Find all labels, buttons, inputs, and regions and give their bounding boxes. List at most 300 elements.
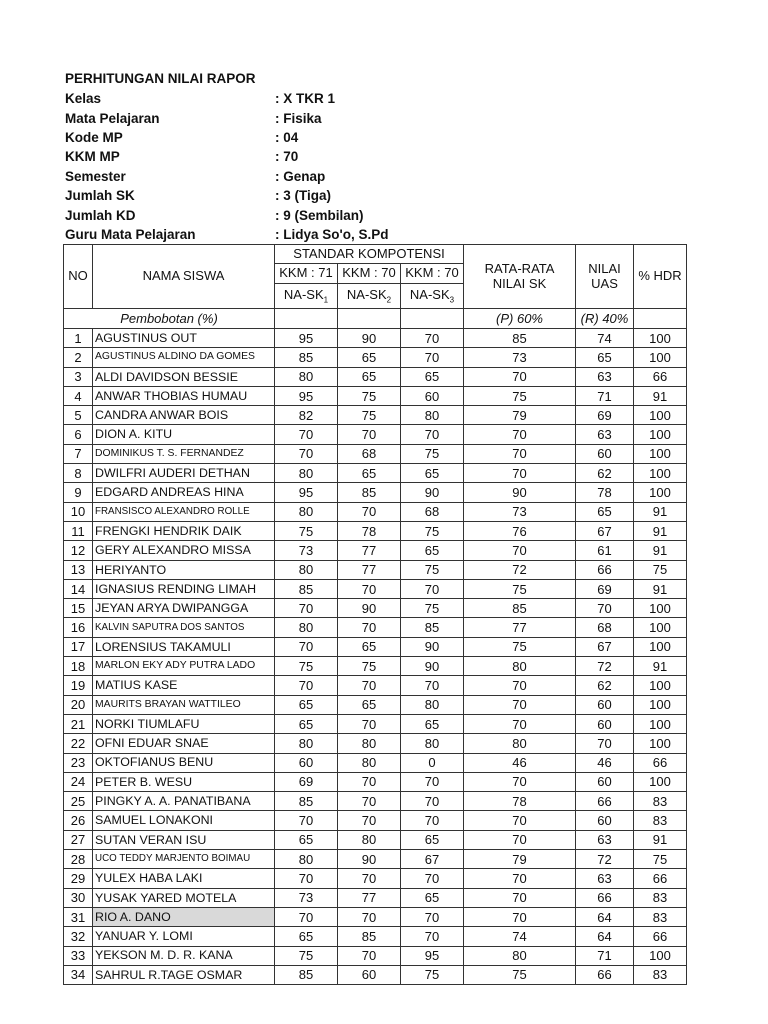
cell-na-sk1: 80 [275,502,338,521]
cell-no: 19 [64,676,93,695]
report-title: PERHITUNGAN NILAI RAPOR [65,71,256,86]
cell-rata: 46 [464,753,576,772]
cell-nama: ALDI DAVIDSON BESSIE [93,367,275,386]
table-row [64,907,687,926]
info-label: Jumlah SK [65,188,135,204]
cell-na-sk2: 65 [338,695,401,714]
info-row-kkm-mp [65,147,388,166]
cell-na-sk3: 85 [401,618,464,637]
cell-na-sk3: 75 [401,560,464,579]
cell-hdr: 100 [634,946,687,965]
cell-na-sk2: 70 [338,502,401,521]
cell-uas: 60 [576,772,634,791]
cell-na-sk1: 65 [275,695,338,714]
cell-rata: 73 [464,502,576,521]
cell-na-sk3: 67 [401,850,464,869]
cell-na-sk3: 70 [401,907,464,926]
table-row [64,772,687,791]
cell-uas: 71 [576,946,634,965]
cell-uas: 67 [576,637,634,656]
info-value: : Fisika [275,110,322,126]
cell-rata: 70 [464,772,576,791]
cell-rata: 75 [464,965,576,984]
cell-na-sk2: 80 [338,753,401,772]
cell-nama: OKTOFIANUS BENU [93,753,275,772]
table-row [64,329,687,348]
col-header-nama: NAMA SISWA [93,245,275,309]
cell-na-sk1: 70 [275,907,338,926]
col-header-standar: STANDAR KOMPOTENSI [275,245,464,264]
cell-na-sk2: 77 [338,560,401,579]
cell-na-sk1: 70 [275,425,338,444]
table-row [64,927,687,946]
cell-na-sk3: 60 [401,386,464,405]
cell-nama: DWILFRI AUDERI DETHAN [93,464,275,483]
cell-uas: 64 [576,907,634,926]
table-row [64,734,687,753]
cell-na-sk2: 85 [338,927,401,946]
cell-na-sk1: 65 [275,830,338,849]
cell-nama: UCO TEDDY MARJENTO BOIMAU [93,850,275,869]
cell-na-sk3: 65 [401,541,464,560]
cell-rata: 70 [464,714,576,733]
cell-rata: 85 [464,599,576,618]
cell-na-sk3: 65 [401,888,464,907]
table-row [64,464,687,483]
na-sk-sub: 1 [323,295,329,305]
cell-na-sk1: 85 [275,348,338,367]
cell-nama: AGUSTINUS OUT [93,329,275,348]
cell-no: 24 [64,772,93,791]
cell-na-sk2: 70 [338,946,401,965]
cell-no: 12 [64,541,93,560]
cell-na-sk1: 70 [275,444,338,463]
cell-na-sk3: 90 [401,657,464,676]
cell-nama: GERY ALEXANDRO MISSA [93,541,275,560]
cell-no: 14 [64,579,93,598]
cell-na-sk2: 90 [338,599,401,618]
cell-rata: 70 [464,676,576,695]
cell-nama: SAMUEL LONAKONI [93,811,275,830]
table-row [64,676,687,695]
cell-no: 26 [64,811,93,830]
cell-no: 21 [64,714,93,733]
cell-rata: 79 [464,406,576,425]
cell-na-sk1: 95 [275,329,338,348]
table-row [64,850,687,869]
cell-uas: 66 [576,792,634,811]
info-label: Guru Mata Pelajaran [65,226,196,242]
info-value: : Lidya So'o, S.Pd [275,226,389,242]
table-row [64,406,687,425]
cell-no: 8 [64,464,93,483]
cell-hdr: 91 [634,579,687,598]
cell-no: 18 [64,657,93,676]
cell-uas: 60 [576,444,634,463]
cell-na-sk2: 75 [338,406,401,425]
info-row-mata-pelajaran [65,108,388,127]
cell-na-sk1: 73 [275,888,338,907]
cell-na-sk3: 70 [401,772,464,791]
cell-no: 25 [64,792,93,811]
cell-hdr: 83 [634,965,687,984]
table-row [64,695,687,714]
cell-rata: 80 [464,946,576,965]
cell-na-sk1: 75 [275,946,338,965]
cell-na-sk1: 80 [275,560,338,579]
cell-rata: 70 [464,869,576,888]
na-sk-label: NA-SK [409,286,450,302]
cell-hdr: 100 [634,676,687,695]
cell-no: 23 [64,753,93,772]
col-header-no: NO [64,245,93,309]
cell-rata: 76 [464,521,576,540]
cell-na-sk1: 80 [275,464,338,483]
info-row-jumlah-sk [65,186,388,205]
info-row-kode-mp [65,128,388,147]
cell-nama: YEKSON M. D. R. KANA [93,946,275,965]
cell-uas: 63 [576,425,634,444]
cell-uas: 66 [576,965,634,984]
cell-uas: 70 [576,599,634,618]
table-row [64,618,687,637]
cell-na-sk3: 75 [401,599,464,618]
cell-na-sk3: 70 [401,792,464,811]
info-row-semester [65,167,388,186]
cell-hdr: 91 [634,521,687,540]
cell-no: 33 [64,946,93,965]
table-row [64,811,687,830]
cell-no: 34 [64,965,93,984]
cell-na-sk3: 70 [401,811,464,830]
pembobotan-empty [634,309,687,329]
cell-na-sk2: 70 [338,618,401,637]
pembobotan-p: (P) 60% [464,309,576,329]
cell-nama: SUTAN VERAN ISU [93,830,275,849]
col-header-uas [576,245,634,309]
cell-na-sk3: 70 [401,348,464,367]
cell-na-sk1: 69 [275,772,338,791]
na-sk1-header [275,284,338,309]
cell-rata: 80 [464,657,576,676]
cell-rata: 70 [464,425,576,444]
cell-no: 10 [64,502,93,521]
col-header-rata [464,245,576,309]
info-label: Kode MP [65,129,123,145]
cell-hdr: 100 [634,695,687,714]
cell-hdr: 66 [634,753,687,772]
cell-na-sk3: 80 [401,695,464,714]
cell-na-sk2: 65 [338,637,401,656]
header-row [64,245,687,264]
info-value: : 9 (Sembilan) [275,207,364,223]
table-row [64,657,687,676]
cell-na-sk2: 80 [338,830,401,849]
na-sk2-header [338,284,401,309]
cell-rata: 85 [464,329,576,348]
cell-nama: MARLON EKY ADY PUTRA LADO [93,657,275,676]
table-row [64,714,687,733]
cell-na-sk1: 80 [275,850,338,869]
cell-rata: 70 [464,444,576,463]
cell-uas: 72 [576,850,634,869]
info-row-jumlah-kd [65,205,388,224]
cell-no: 29 [64,869,93,888]
cell-uas: 78 [576,483,634,502]
cell-nama: YULEX HABA LAKI [93,869,275,888]
cell-hdr: 100 [634,444,687,463]
cell-na-sk2: 70 [338,425,401,444]
cell-uas: 60 [576,811,634,830]
cell-nama: DION A. KITU [93,425,275,444]
cell-na-sk1: 60 [275,753,338,772]
cell-na-sk2: 70 [338,869,401,888]
cell-na-sk1: 75 [275,521,338,540]
cell-hdr: 91 [634,657,687,676]
info-label: Kelas [65,91,102,107]
table-row [64,386,687,405]
cell-hdr: 91 [634,830,687,849]
cell-no: 1 [64,329,93,348]
kkm-sk3: KKM : 70 [401,264,464,284]
na-sk-label: NA-SK [346,286,387,302]
cell-hdr: 100 [634,599,687,618]
table-row [64,965,687,984]
cell-rata: 75 [464,579,576,598]
cell-uas: 60 [576,714,634,733]
cell-na-sk3: 90 [401,483,464,502]
cell-rata: 70 [464,811,576,830]
cell-na-sk3: 65 [401,464,464,483]
pembobotan-label: Pembobotan (%) [64,309,275,329]
cell-no: 15 [64,599,93,618]
na-sk-sub: 3 [449,295,455,305]
info-value: : 70 [275,149,299,165]
cell-no: 32 [64,927,93,946]
cell-na-sk3: 75 [401,965,464,984]
cell-na-sk3: 80 [401,734,464,753]
cell-na-sk1: 82 [275,406,338,425]
cell-hdr: 91 [634,541,687,560]
table-row [64,425,687,444]
cell-na-sk3: 65 [401,830,464,849]
cell-na-sk3: 65 [401,714,464,733]
table-row [64,483,687,502]
table-row [64,753,687,772]
cell-hdr: 75 [634,560,687,579]
cell-nama: MATIUS KASE [93,676,275,695]
cell-no: 3 [64,367,93,386]
cell-na-sk2: 75 [338,657,401,676]
cell-na-sk2: 77 [338,888,401,907]
rata-line-1: RATA-RATA [484,260,555,276]
cell-no: 20 [64,695,93,714]
cell-uas: 60 [576,695,634,714]
cell-rata: 79 [464,850,576,869]
cell-na-sk1: 70 [275,676,338,695]
cell-nama: SAHRUL R.TAGE OSMAR [93,965,275,984]
table-row [64,637,687,656]
cell-no: 5 [64,406,93,425]
cell-na-sk2: 75 [338,386,401,405]
table-row [64,348,687,367]
cell-nama: HERIYANTO [93,560,275,579]
cell-uas: 64 [576,927,634,946]
cell-na-sk3: 0 [401,753,464,772]
cell-na-sk1: 95 [275,386,338,405]
cell-hdr: 100 [634,464,687,483]
cell-uas: 61 [576,541,634,560]
cell-nama: FRENGKI HENDRIK DAIK [93,521,275,540]
table-row [64,869,687,888]
info-value: : 3 (Tiga) [275,188,332,204]
cell-rata: 73 [464,348,576,367]
table-row [64,599,687,618]
cell-na-sk3: 70 [401,927,464,946]
cell-no: 6 [64,425,93,444]
cell-na-sk2: 90 [338,850,401,869]
cell-uas: 69 [576,579,634,598]
grades-table [63,244,687,985]
info-value: : 04 [275,129,299,145]
cell-nama: CANDRA ANWAR BOIS [93,406,275,425]
cell-no: 22 [64,734,93,753]
cell-na-sk1: 70 [275,599,338,618]
cell-hdr: 83 [634,907,687,926]
cell-uas: 71 [576,386,634,405]
info-row-guru [65,225,388,244]
table-row [64,367,687,386]
cell-uas: 65 [576,502,634,521]
cell-rata: 70 [464,367,576,386]
cell-nama: YUSAK YARED MOTELA [93,888,275,907]
table-row [64,888,687,907]
cell-rata: 70 [464,541,576,560]
cell-uas: 67 [576,521,634,540]
cell-no: 27 [64,830,93,849]
cell-hdr: 83 [634,811,687,830]
cell-na-sk3: 90 [401,637,464,656]
cell-hdr: 66 [634,869,687,888]
cell-na-sk3: 65 [401,367,464,386]
cell-na-sk3: 68 [401,502,464,521]
cell-rata: 75 [464,637,576,656]
cell-rata: 70 [464,464,576,483]
cell-nama: PETER B. WESU [93,772,275,791]
pembobotan-r: (R) 40% [576,309,634,329]
cell-nama: JEYAN ARYA DWIPANGGA [93,599,275,618]
cell-no: 13 [64,560,93,579]
cell-uas: 65 [576,348,634,367]
cell-no: 28 [64,850,93,869]
cell-hdr: 100 [634,734,687,753]
cell-na-sk3: 70 [401,329,464,348]
cell-rata: 78 [464,792,576,811]
cell-na-sk1: 80 [275,618,338,637]
cell-no: 16 [64,618,93,637]
cell-uas: 74 [576,329,634,348]
cell-hdr: 100 [634,329,687,348]
info-label: Mata Pelajaran [65,110,160,126]
info-label: Semester [65,168,126,184]
table-row [64,830,687,849]
cell-hdr: 100 [634,618,687,637]
info-value: : Genap [275,168,326,184]
cell-na-sk1: 70 [275,811,338,830]
cell-nama: FRANSISCO ALEXANDRO ROLLE [93,502,275,521]
cell-na-sk1: 95 [275,483,338,502]
table-row [64,579,687,598]
cell-no: 7 [64,444,93,463]
report-info [65,89,388,244]
cell-na-sk1: 80 [275,734,338,753]
cell-no: 2 [64,348,93,367]
cell-na-sk2: 68 [338,444,401,463]
na-sk-sub: 2 [386,295,392,305]
cell-na-sk3: 70 [401,676,464,695]
cell-na-sk2: 70 [338,579,401,598]
cell-na-sk3: 75 [401,444,464,463]
cell-rata: 70 [464,830,576,849]
cell-nama: ANWAR THOBIAS HUMAU [93,386,275,405]
kkm-sk2: KKM : 70 [338,264,401,284]
cell-na-sk1: 85 [275,792,338,811]
cell-rata: 74 [464,927,576,946]
cell-na-sk2: 70 [338,792,401,811]
na-sk-label: NA-SK [283,286,324,302]
cell-na-sk2: 65 [338,348,401,367]
cell-uas: 70 [576,734,634,753]
cell-na-sk2: 70 [338,714,401,733]
cell-na-sk3: 70 [401,425,464,444]
table-row [64,792,687,811]
cell-nama: DOMINIKUS T. S. FERNANDEZ [93,444,275,463]
cell-nama: OFNI EDUAR SNAE [93,734,275,753]
kkm-sk1: KKM : 71 [275,264,338,284]
cell-na-sk3: 95 [401,946,464,965]
cell-na-sk2: 90 [338,329,401,348]
cell-na-sk1: 70 [275,869,338,888]
table-row [64,521,687,540]
cell-nama: RIO A. DANO [93,907,275,926]
cell-uas: 46 [576,753,634,772]
cell-hdr: 83 [634,792,687,811]
cell-hdr: 91 [634,386,687,405]
cell-no: 4 [64,386,93,405]
cell-nama: AGUSTINUS ALDINO DA GOMES [93,348,275,367]
cell-na-sk2: 65 [338,367,401,386]
cell-na-sk1: 65 [275,927,338,946]
cell-nama: EDGARD ANDREAS HINA [93,483,275,502]
cell-uas: 72 [576,657,634,676]
cell-no: 31 [64,907,93,926]
cell-no: 11 [64,521,93,540]
cell-no: 30 [64,888,93,907]
info-row-kelas [65,89,388,108]
cell-na-sk2: 70 [338,907,401,926]
cell-hdr: 100 [634,348,687,367]
cell-na-sk1: 65 [275,714,338,733]
cell-rata: 80 [464,734,576,753]
cell-na-sk2: 70 [338,811,401,830]
cell-na-sk1: 73 [275,541,338,560]
cell-na-sk1: 75 [275,657,338,676]
cell-na-sk1: 85 [275,965,338,984]
cell-nama: YANUAR Y. LOMI [93,927,275,946]
cell-hdr: 66 [634,367,687,386]
table-row [64,560,687,579]
cell-hdr: 100 [634,714,687,733]
